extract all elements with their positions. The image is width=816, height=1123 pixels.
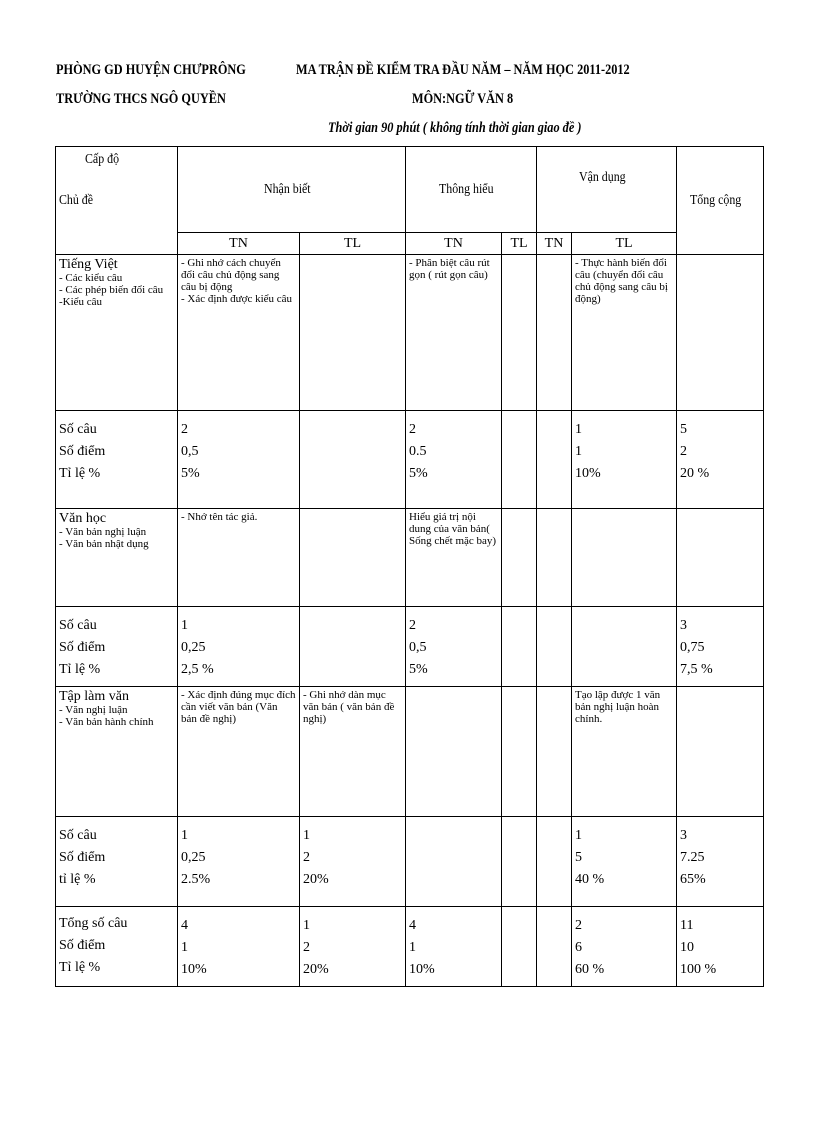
total-application-tn <box>537 907 572 987</box>
topic-cell <box>56 509 178 607</box>
stat-value: 1 <box>181 828 188 843</box>
stat-label: Số câu <box>59 422 97 437</box>
recognition-tn-stats <box>178 411 300 509</box>
stat-label: Số câu <box>59 828 97 843</box>
stat-value: 20% <box>303 962 329 977</box>
stat-value: 10% <box>409 962 435 977</box>
header-tn: TN <box>178 233 300 255</box>
stats-row <box>56 607 764 687</box>
comprehension-tl-stats <box>502 607 537 687</box>
topic-row <box>56 687 764 817</box>
recognition-tl-desc <box>300 687 406 817</box>
stat-value: 2,5 % <box>181 662 214 677</box>
header-tl: TL <box>572 233 677 255</box>
stats-row <box>56 817 764 907</box>
stats-labels <box>56 817 178 907</box>
topic-subitem: - Văn bản hành chính <box>59 716 154 728</box>
stat-value: 2 <box>303 940 310 955</box>
comprehension-tn-desc <box>406 687 502 817</box>
stat-value: 2 <box>181 422 188 437</box>
topic-row <box>56 255 764 411</box>
header-tl: TL <box>300 233 406 255</box>
comprehension-tn-stats <box>406 411 502 509</box>
stat-value: 1 <box>303 828 310 843</box>
recognition-tn-desc <box>178 687 300 817</box>
topic-subitem: - Văn nghị luận <box>59 704 128 716</box>
recognition-tn-desc-line: - Xác định được kiểu câu <box>181 293 293 305</box>
recognition-tl-stats <box>300 817 406 907</box>
total-stats <box>677 411 764 509</box>
stat-label: Tỉ lệ % <box>59 960 101 975</box>
topic-subitem: - Văn bản nghị luận <box>59 526 147 538</box>
recognition-tl-desc <box>300 255 406 411</box>
header-tl: TL <box>502 233 537 255</box>
document-title: MA TRẬN ĐỀ KIỂM TRA ĐẦU NĂM – NĂM HỌC 2011-2012 <box>296 62 630 78</box>
topic-subitem: - Văn bản nhật dụng <box>59 538 149 550</box>
application-tl-desc <box>572 687 677 817</box>
total-comprehension-tn <box>406 907 502 987</box>
grand-total-labels <box>56 907 178 987</box>
recognition-tn-desc-line: - Ghi nhớ cách chuyển đổi câu chủ động sang câu bị động <box>181 257 281 293</box>
comprehension-tn-desc <box>406 255 502 411</box>
recognition-tn-desc-line: - Xác định đúng mục đích cần viết văn bản (Văn bản đề nghị) <box>181 689 296 725</box>
header-comprehension: Thông hiểu <box>406 147 537 233</box>
recognition-tl-desc-line: - Ghi nhớ dàn mục văn bản ( văn bản đề nghị) <box>303 689 395 725</box>
application-tl-desc-line: - Thực hành biến đổi câu (chuyển đổi câu chủ động sang câu bị động) <box>575 257 668 305</box>
stat-label: Số điểm <box>59 640 106 655</box>
recognition-tl-desc <box>300 509 406 607</box>
subject-title: MÔN:NGỮ VĂN 8 <box>412 91 514 107</box>
total-desc-cell <box>677 509 764 607</box>
stat-value: 0,5 <box>409 640 427 655</box>
total-application-tl <box>572 907 677 987</box>
recognition-tn-stats <box>178 607 300 687</box>
stat-value: 1 <box>409 940 417 955</box>
stat-value: 1 <box>575 828 583 843</box>
topic-title: Tiếng Việt <box>59 257 118 272</box>
stat-value: 1 <box>181 940 188 955</box>
recognition-tn-desc-line: - Nhớ tên tác giả. <box>181 511 258 523</box>
stat-value: 2 <box>409 618 417 633</box>
stat-value: 10% <box>181 962 207 977</box>
stat-value: 5% <box>181 466 200 481</box>
stat-value: 2 <box>680 444 688 459</box>
stat-value: 65% <box>680 872 706 887</box>
stat-value: 5 <box>575 850 583 865</box>
recognition-tl-stats <box>300 411 406 509</box>
stat-value: 4 <box>181 918 188 933</box>
stat-label: Số điểm <box>59 444 106 459</box>
comprehension-tn-stats <box>406 817 502 907</box>
application-tn-cell <box>537 687 572 817</box>
stat-value: 6 <box>575 940 583 955</box>
stat-value: 3 <box>680 618 688 633</box>
recognition-tn-desc <box>178 255 300 411</box>
comprehension-tn-desc-line: Hiểu giá trị nội dung của văn bản( Sống chết mặc bay) <box>409 511 497 547</box>
stats-labels <box>56 411 178 509</box>
header-level-topic-cell <box>56 147 178 255</box>
level-label: Cấp độ <box>85 152 120 167</box>
stat-value: 0.5 <box>409 444 427 459</box>
comprehension-tn-desc <box>406 509 502 607</box>
total-desc-cell <box>677 687 764 817</box>
topic-row <box>56 509 764 607</box>
stat-value: 10% <box>575 466 601 481</box>
stat-value: 5% <box>409 466 428 481</box>
stat-value: 2 <box>303 850 310 865</box>
stat-label: Tỉ lệ % <box>59 466 101 481</box>
grand-total <box>677 907 764 987</box>
header-application: Vận dụng <box>537 147 677 233</box>
header-total: Tổng cộng <box>677 147 764 255</box>
topic-cell <box>56 255 178 411</box>
application-tn-stats <box>537 411 572 509</box>
header-tn: TN <box>406 233 502 255</box>
stat-value: 40 % <box>575 872 605 887</box>
recognition-tn-stats <box>178 817 300 907</box>
stat-label: Tỉ lệ % <box>59 662 101 677</box>
stats-labels <box>56 607 178 687</box>
application-tl-desc <box>572 509 677 607</box>
stat-label: Số điểm <box>59 850 106 865</box>
stat-value: 20% <box>303 872 329 887</box>
stat-value: 11 <box>680 918 694 933</box>
stat-value: 4 <box>409 918 417 933</box>
grand-total-row <box>56 907 764 987</box>
stat-value: 5% <box>409 662 428 677</box>
application-tn-cell <box>537 509 572 607</box>
stat-value: 10 <box>680 940 695 955</box>
topic-label: Chủ đề <box>59 193 94 208</box>
total-recognition-tl <box>300 907 406 987</box>
topic-subitem: - Các phép biến đổi câu <box>59 284 164 296</box>
total-stats <box>677 607 764 687</box>
comprehension-tl-cell <box>502 509 537 607</box>
stat-value: 1 <box>575 444 583 459</box>
stat-value: 0,25 <box>181 850 206 865</box>
stat-value: 1 <box>575 422 583 437</box>
application-tn-stats <box>537 607 572 687</box>
comprehension-tl-cell <box>502 687 537 817</box>
application-tn-stats <box>537 817 572 907</box>
topic-title: Tập làm văn <box>59 689 129 704</box>
stat-label: Tổng số câu <box>59 916 128 931</box>
recognition-tn-desc <box>178 509 300 607</box>
application-tl-desc-line: Tạo lập được 1 văn bản nghị luận hoàn chỉnh. <box>575 689 661 725</box>
comprehension-tl-stats <box>502 817 537 907</box>
topic-title: Văn học <box>59 511 107 526</box>
stat-value: 0,5 <box>181 444 199 459</box>
total-comprehension-tl <box>502 907 537 987</box>
comprehension-tn-desc-line: - Phân biệt câu rút gọn ( rút gọn câu) <box>409 257 490 281</box>
stat-value: 7.25 <box>680 850 705 865</box>
topic-subitem: -Kiểu câu <box>59 296 103 308</box>
comprehension-tl-stats <box>502 411 537 509</box>
application-tl-desc <box>572 255 677 411</box>
exam-time: Thời gian 90 phút ( không tính thời gian giao đề ) <box>328 120 582 136</box>
topic-subitem: - Các kiểu câu <box>59 272 123 284</box>
stat-value: 0,25 <box>181 640 206 655</box>
application-tn-cell <box>537 255 572 411</box>
stat-label: Số câu <box>59 618 97 633</box>
total-recognition-tn <box>178 907 300 987</box>
stat-value: 2 <box>409 422 417 437</box>
stat-value: 1 <box>181 618 188 633</box>
stat-value: 60 % <box>575 962 605 977</box>
stat-value: 100 % <box>680 962 717 977</box>
stat-label: Số điểm <box>59 938 106 953</box>
matrix-table <box>55 146 764 987</box>
total-stats <box>677 817 764 907</box>
stat-label: tỉ lệ % <box>59 872 96 887</box>
stat-value: 20 % <box>680 466 710 481</box>
recognition-tl-stats <box>300 607 406 687</box>
school-department: PHÒNG GD HUYỆN CHƯPRÔNG <box>56 62 246 78</box>
header-tn: TN <box>537 233 572 255</box>
stat-value: 1 <box>303 918 310 933</box>
stat-value: 2.5% <box>181 872 211 887</box>
application-tl-stats <box>572 817 677 907</box>
header-recognition: Nhận biết <box>178 147 406 233</box>
comprehension-tl-cell <box>502 255 537 411</box>
stats-row <box>56 411 764 509</box>
application-tl-stats <box>572 411 677 509</box>
comprehension-tn-stats <box>406 607 502 687</box>
total-desc-cell <box>677 255 764 411</box>
stat-value: 3 <box>680 828 688 843</box>
stat-value: 2 <box>575 918 583 933</box>
stat-value: 7,5 % <box>680 662 713 677</box>
stat-value: 5 <box>680 422 688 437</box>
stat-value: 0,75 <box>680 640 705 655</box>
topic-cell <box>56 687 178 817</box>
school-name: TRƯỜNG THCS NGÔ QUYỀN <box>56 91 226 107</box>
application-tl-stats <box>572 607 677 687</box>
